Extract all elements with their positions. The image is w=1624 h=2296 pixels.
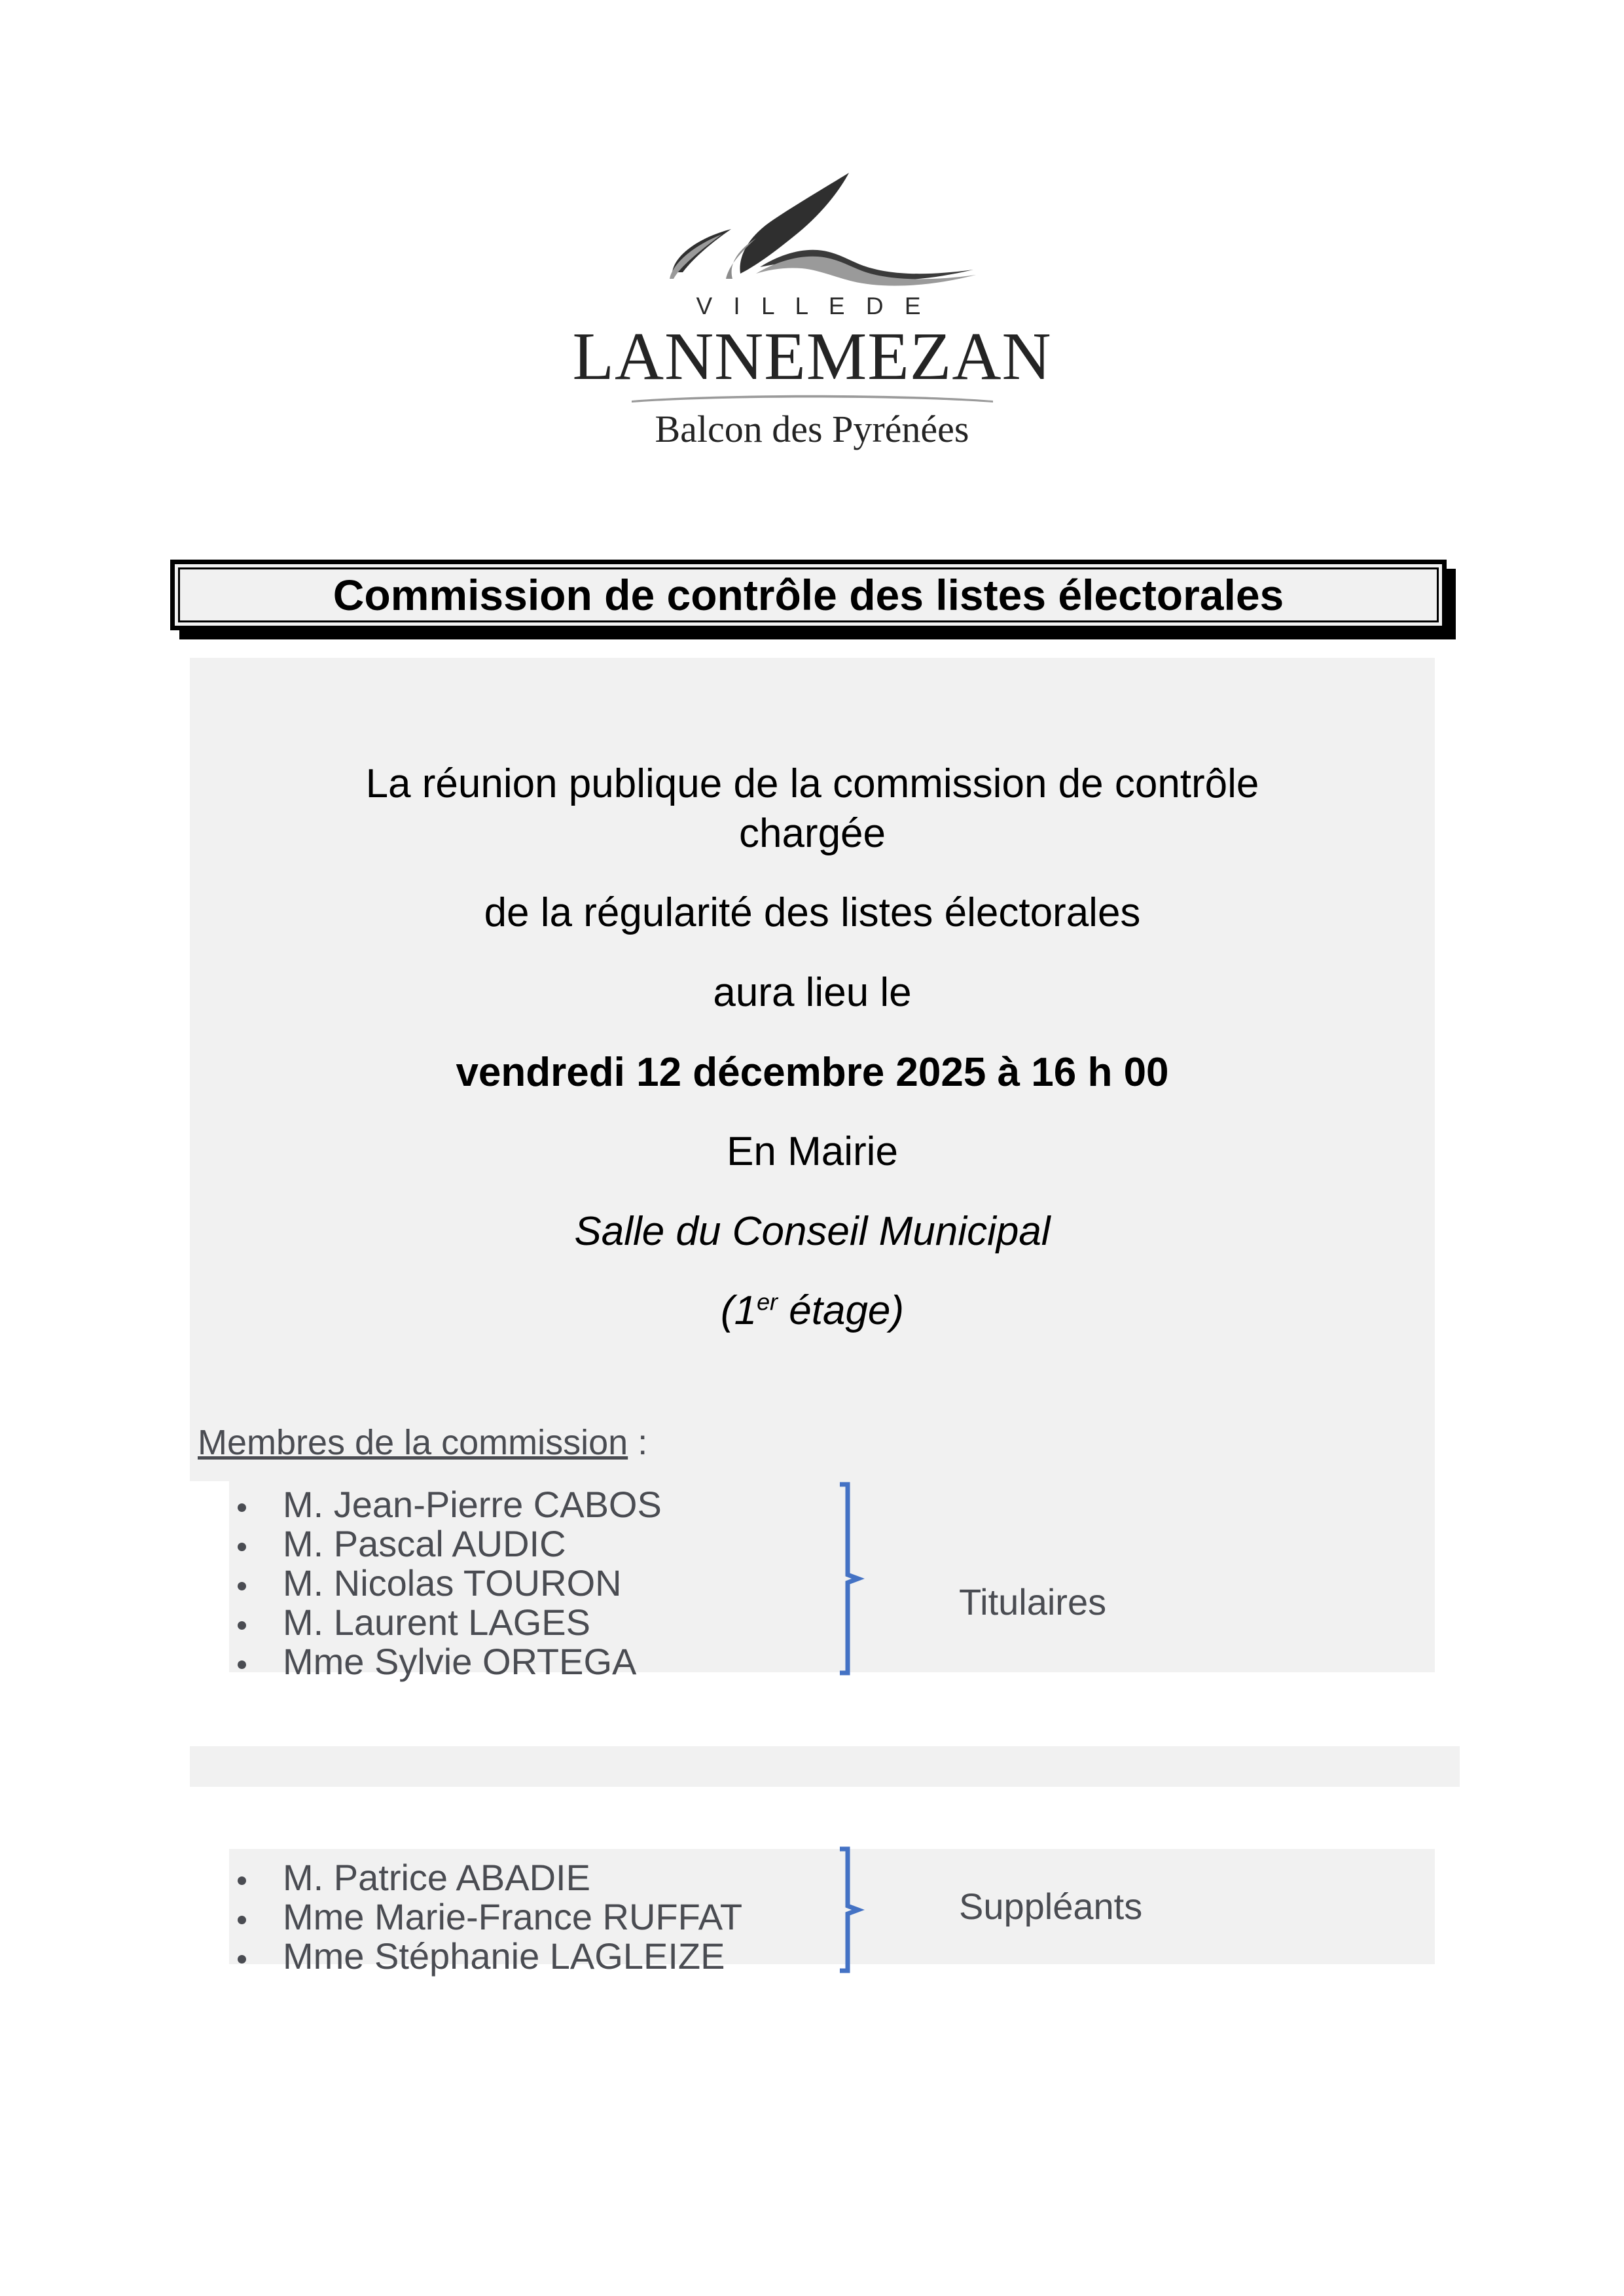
body-spacer-6 bbox=[190, 1256, 1435, 1286]
announcement-panel bbox=[190, 658, 1435, 1481]
bullet-icon bbox=[238, 1543, 246, 1551]
meeting-venue: En Mairie bbox=[727, 1129, 898, 1175]
bullet-icon bbox=[238, 1955, 246, 1964]
meeting-datetime: vendredi 12 décembre 2025 à 16 h 00 bbox=[456, 1049, 1169, 1095]
member-name: Mme Stéphanie LAGLEIZE bbox=[283, 1935, 725, 1977]
meeting-floor-prefix: (1 bbox=[720, 1288, 757, 1334]
body-line-1: La réunion publique de la commission de contrôle bbox=[365, 761, 1259, 806]
body-spacer-2 bbox=[190, 938, 1435, 968]
page-title: Commission de contrôle des listes électorales bbox=[333, 571, 1284, 619]
announcement-body bbox=[190, 658, 1435, 1336]
suppleants-label: Suppléants bbox=[959, 1886, 1143, 1927]
body-line-2: chargée bbox=[738, 810, 886, 856]
city-logo bbox=[0, 157, 1624, 451]
document-title-box-inner-border bbox=[178, 567, 1439, 622]
section-separator-bar bbox=[190, 1746, 1460, 1787]
member-name: M. Patrice ABADIE bbox=[283, 1857, 590, 1898]
meeting-floor-suffix: étage) bbox=[778, 1288, 905, 1334]
body-line-4: aura lieu le bbox=[713, 969, 912, 1015]
body-spacer-5 bbox=[190, 1177, 1435, 1207]
meeting-room: Salle du Conseil Municipal bbox=[574, 1208, 1051, 1254]
titulaires-label: Titulaires bbox=[959, 1581, 1107, 1623]
logo-ville-de-label: V I L L E D E bbox=[696, 293, 928, 319]
member-name: Mme Marie-France RUFFAT bbox=[283, 1895, 743, 1937]
body-spacer-4 bbox=[190, 1097, 1435, 1127]
meeting-floor-ordinal: er bbox=[757, 1288, 778, 1316]
document-title-box bbox=[170, 560, 1447, 630]
member-name: M. Laurent LAGES bbox=[283, 1601, 591, 1643]
meeting-floor bbox=[190, 1286, 1435, 1336]
members-heading-colon: : bbox=[628, 1423, 648, 1462]
logo-swoosh-icon bbox=[609, 157, 1015, 288]
member-name: M. Jean-Pierre CABOS bbox=[283, 1484, 662, 1525]
member-name: Mme Sylvie ORTEGA bbox=[283, 1640, 637, 1682]
member-name: M. Nicolas TOURON bbox=[283, 1562, 622, 1604]
body-line-3: de la régularité des listes électorales bbox=[484, 890, 1141, 936]
member-name: M. Pascal AUDIC bbox=[283, 1522, 566, 1564]
logo-underline-curve-icon bbox=[629, 392, 996, 403]
members-heading-underlined-text: Membres de la commission bbox=[198, 1423, 628, 1462]
bullet-icon bbox=[238, 1582, 246, 1590]
logo-city-name: LANNEMEZAN bbox=[572, 319, 1052, 394]
suppleants-brace-icon bbox=[821, 1846, 867, 1974]
bullet-icon bbox=[238, 1660, 246, 1669]
body-spacer-3 bbox=[190, 1018, 1435, 1048]
bullet-icon bbox=[238, 1621, 246, 1630]
logo-tagline: Balcon des Pyrénées bbox=[655, 408, 969, 450]
logo-mark bbox=[609, 157, 1015, 291]
titulaires-brace-icon bbox=[821, 1480, 867, 1677]
bullet-icon bbox=[238, 1503, 246, 1512]
bullet-icon bbox=[238, 1876, 246, 1885]
members-heading bbox=[198, 1423, 647, 1462]
members-heading-row bbox=[190, 1336, 1435, 1481]
bullet-icon bbox=[238, 1916, 246, 1924]
body-spacer-1 bbox=[190, 858, 1435, 888]
